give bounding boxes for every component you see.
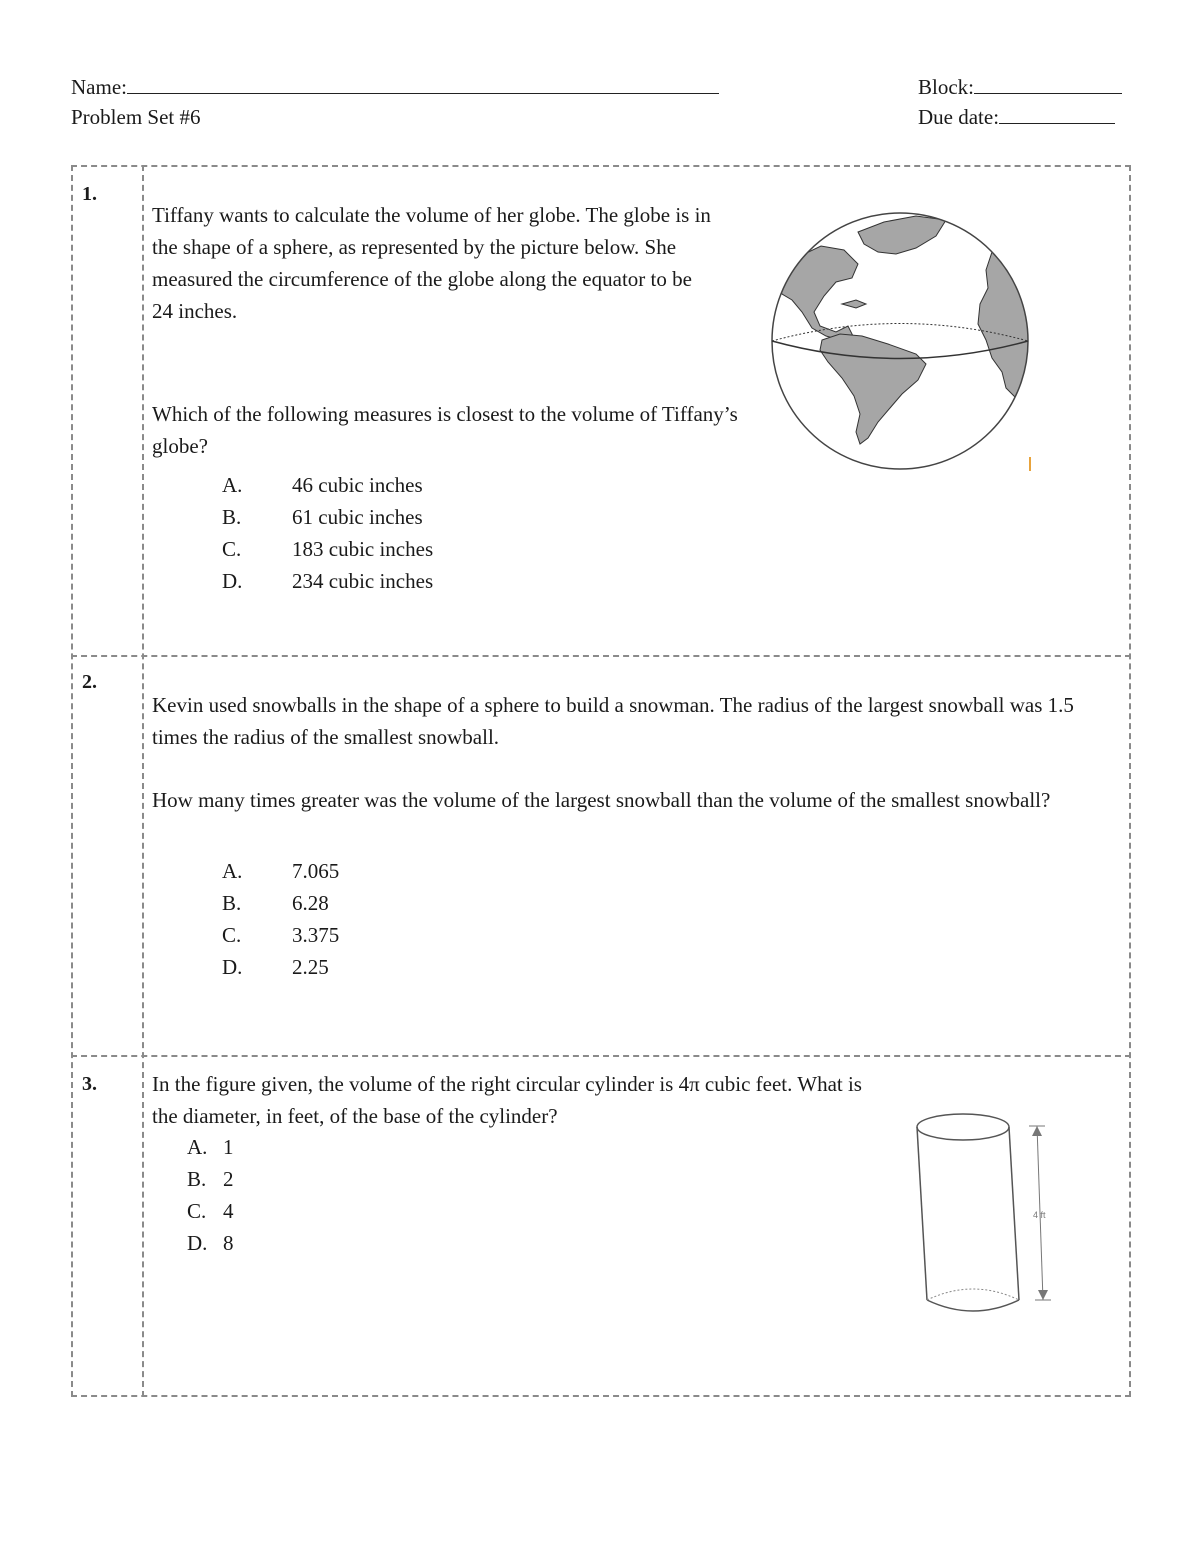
height-arrow-top-head (1032, 1126, 1042, 1136)
problem-3-text: In the figure given, the volume of the right circular cylinder is 4π cubic feet. What is the diameter, in feet, of the base of the cylinder? (152, 1072, 862, 1128)
block-label: Block: (918, 75, 974, 99)
height-label: 4 ft (1033, 1210, 1046, 1220)
problem-1-number: 1. (82, 183, 97, 205)
name-line (71, 75, 719, 99)
choice-2d[interactable]: D. 2.25 (222, 955, 329, 979)
choice-1c[interactable]: C. 183 cubic inches (222, 537, 434, 561)
globe-figure (766, 208, 1036, 473)
problem-3-number: 3. (82, 1073, 97, 1095)
due-date-label: Due date: (918, 105, 1000, 129)
problem-2-choices (222, 855, 339, 983)
cylinder-figure (905, 1100, 1065, 1325)
problem-2-number: 2. (82, 671, 97, 693)
problem-1-text: Tiffany wants to calculate the volume of her globe. The globe is in the shape of a sphere, as represented by the picture below. She measured the circumference of the globe along the equator to be 24 inches. (152, 203, 711, 323)
problem-3-choices (187, 1131, 234, 1259)
choice-1d[interactable]: D. 234 cubic inches (222, 569, 434, 593)
cylinder-bottom-back (927, 1289, 1019, 1300)
choice-3b[interactable]: B. 2 (187, 1167, 234, 1191)
problem-2-text: Kevin used snowballs in the shape of a sphere to build a snowman. The radius of the largest snowball was 1.5 times the radius of the smallest snowball. (152, 693, 1074, 749)
choice-2a[interactable]: A. 7.065 (222, 859, 340, 883)
choice-3a[interactable]: A. 1 (187, 1135, 234, 1159)
orange-marker (1029, 457, 1031, 471)
row-divider-1 (71, 655, 1131, 657)
north-america-shape (776, 246, 858, 340)
choice-3d[interactable]: D. 8 (187, 1231, 234, 1255)
cylinder-top (917, 1114, 1009, 1140)
choice-1b[interactable]: B. 61 cubic inches (222, 505, 423, 529)
choice-3c[interactable]: C. 4 (187, 1199, 234, 1223)
number-column-divider (142, 165, 144, 1397)
problem-1-choices (222, 469, 433, 597)
name-label: Name: (71, 75, 127, 99)
greenland-shape (858, 216, 946, 254)
problem-1-question: Which of the following measures is closest to the volume of Tiffany’s globe? (152, 402, 738, 458)
south-america-shape (820, 334, 926, 444)
choice-2c[interactable]: C. 3.375 (222, 923, 340, 947)
problem-2-question: How many times greater was the volume of the largest snowball than the volume of the smallest snowball? (152, 788, 1051, 812)
problem-set-title: Problem Set #6 (71, 105, 201, 129)
due-date-line (918, 105, 1115, 129)
name-blank[interactable] (127, 75, 719, 94)
cylinder-bottom-front (927, 1300, 1019, 1311)
choice-2b[interactable]: B. 6.28 (222, 891, 329, 915)
due-date-blank[interactable] (999, 105, 1115, 124)
cylinder-right-side (1009, 1127, 1019, 1300)
block-blank[interactable] (974, 75, 1122, 94)
caribbean-shape (842, 300, 866, 308)
block-line (918, 75, 1122, 99)
cylinder-left-side (917, 1127, 927, 1300)
choice-1a[interactable]: A. 46 cubic inches (222, 473, 423, 497)
height-arrow-bottom-head (1038, 1290, 1048, 1300)
row-divider-2 (71, 1055, 1131, 1057)
